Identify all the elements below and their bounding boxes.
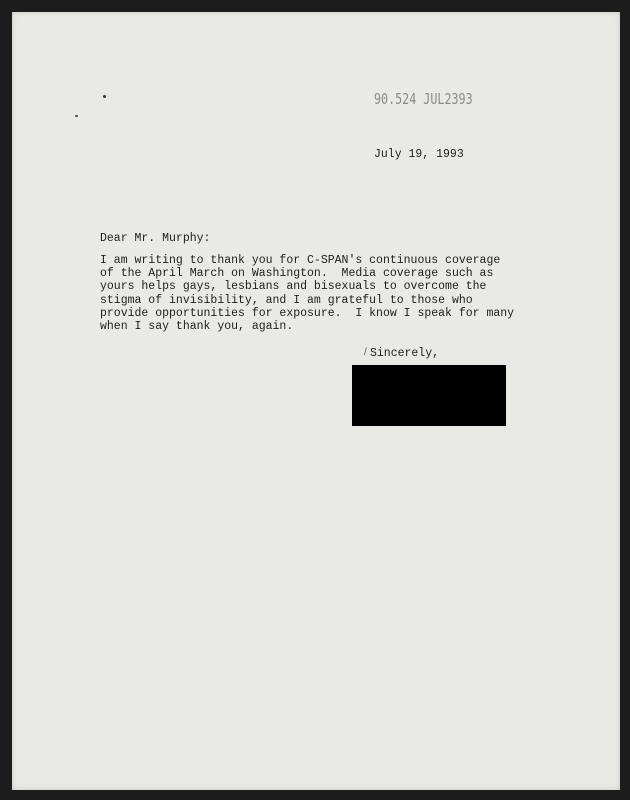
letter-page [12,12,620,790]
salutation: Dear Mr. Murphy: [100,232,211,245]
body-line: provide opportunities for exposure. I know I speak for many [100,306,515,320]
paper-mark [103,95,106,98]
redacted-signature-block [352,365,506,426]
letter-date: July 19, 1993 [374,148,464,161]
closing: Sincerely, [370,347,440,360]
received-stamp: 90.524 JUL2393 [374,90,473,108]
body-line: yours helps gays, lesbians and bisexuals to overcome the [100,280,487,294]
pen-mark: / [364,347,367,358]
letter-body [100,254,570,333]
paper-mark [75,115,78,117]
body-line: I am writing to thank you for C-SPAN's continuous coverage [100,254,501,267]
body-line: when I say thank you, again. [100,320,294,334]
body-line: of the April March on Washington. Media coverage such as [100,267,494,281]
body-line: stigma of invisibility, and I am grateful to those who [100,293,473,307]
